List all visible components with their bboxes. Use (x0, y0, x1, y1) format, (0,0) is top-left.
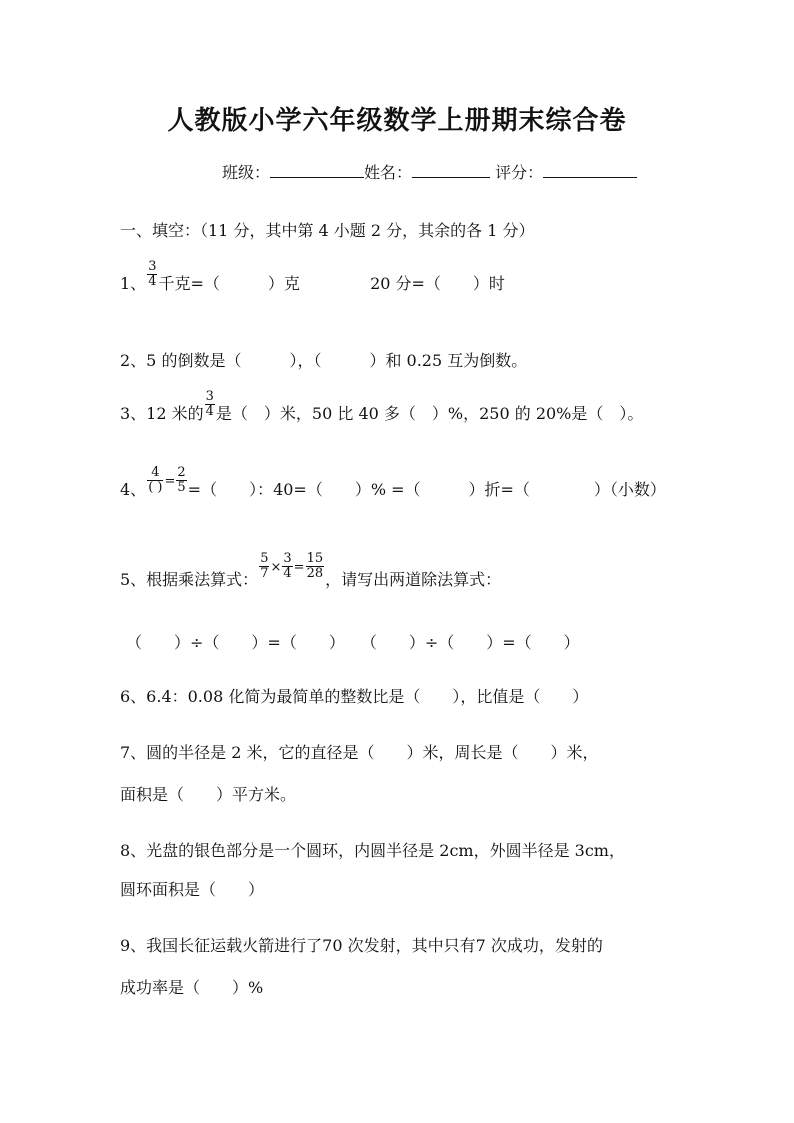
q5-b-num: 3 (283, 551, 292, 566)
q5-times: × (270, 560, 282, 575)
q4-frac1-den: ( ) (148, 480, 163, 495)
q1-number: 1、 (120, 274, 147, 293)
q5-post: ，请写出两道除法算式： (325, 570, 502, 589)
question-5 (120, 551, 502, 589)
class-blank[interactable] (270, 163, 364, 178)
question-2: 2、5 的倒数是（ ），（ ）和 0.25 互为倒数。 (120, 351, 528, 370)
q1-part2: 20 分=（ ）时 (370, 274, 505, 293)
question-5-divisions: （ ）÷（ ）=（ ） （ ）÷（ ）=（ ） (126, 633, 580, 652)
q4-rest: =（ ）：40=（ ）% =（ ）折=（ ）（小数） (187, 480, 666, 499)
question-8-line-1: 8、光盘的银色部分是一个圆环，内圆半径是 2cm，外圆半径是 3cm， (120, 841, 625, 860)
q4-frac1-num: 4 (151, 465, 160, 480)
q4-frac2-den: 5 (177, 480, 186, 495)
q4-fraction-2 (176, 466, 186, 495)
q4-number: 4、 (120, 480, 147, 499)
q5-c-num: 15 (306, 551, 324, 566)
q1-part1: 千克=（ ）克 (158, 274, 300, 293)
q5-a-den: 7 (260, 566, 269, 581)
class-label: 班级： (222, 163, 271, 182)
q5-pre: 5、根据乘法算式： (120, 570, 259, 589)
q3-pre: 3、12 米的 (120, 404, 204, 423)
question-9-line-2: 成功率是（ ）% (120, 978, 264, 997)
q3-post: 是（ ）米，50 比 40 多（ ）%，250 的 20%是（ ）。 (215, 404, 644, 423)
name-blank[interactable] (412, 163, 490, 178)
question-9-line-1: 9、我国长征运载火箭进行了70 次发射，其中只有7 次成功，发射的 (120, 936, 603, 955)
q1-frac-num: 3 (148, 259, 157, 274)
q1-frac-den: 4 (148, 274, 157, 289)
q3-frac-den: 4 (205, 404, 214, 419)
q4-equals: = (164, 474, 176, 489)
question-6: 6、6.4：0.08 化简为最简单的整数比是（ ），比值是（ ） (120, 687, 589, 706)
q4-fraction-1 (147, 466, 163, 495)
q1-fraction (147, 260, 157, 289)
question-1 (120, 259, 505, 299)
question-7-line-1: 7、圆的半径是 2 米，它的直径是（ ）米，周长是（ ）米， (120, 743, 599, 762)
q5-fraction-b (282, 552, 292, 581)
score-label: 评分： (495, 163, 544, 182)
name-label: 姓名： (364, 163, 413, 182)
question-3 (120, 389, 644, 429)
question-7-line-2: 面积是（ ）平方米。 (120, 785, 297, 804)
q3-frac-num: 3 (205, 389, 214, 404)
q5-b-den: 4 (283, 566, 292, 581)
q5-fraction-c (306, 552, 325, 581)
student-info-row (222, 160, 637, 183)
q5-a-num: 5 (260, 551, 269, 566)
q4-frac2-num: 2 (177, 465, 186, 480)
q5-equals: = (293, 560, 305, 575)
score-blank[interactable] (543, 163, 637, 178)
q3-fraction (205, 390, 215, 419)
question-4 (120, 465, 666, 505)
section-heading: 一、填空：（11 分，其中第 4 小题 2 分，其余的各 1 分） (120, 221, 535, 240)
q5-fraction-a (259, 552, 269, 581)
q5-c-den: 28 (306, 566, 324, 581)
page-title: 人教版小学六年级数学上册期末综合卷 (167, 106, 627, 136)
question-8-line-2: 圆环面积是（ ） (120, 880, 265, 899)
